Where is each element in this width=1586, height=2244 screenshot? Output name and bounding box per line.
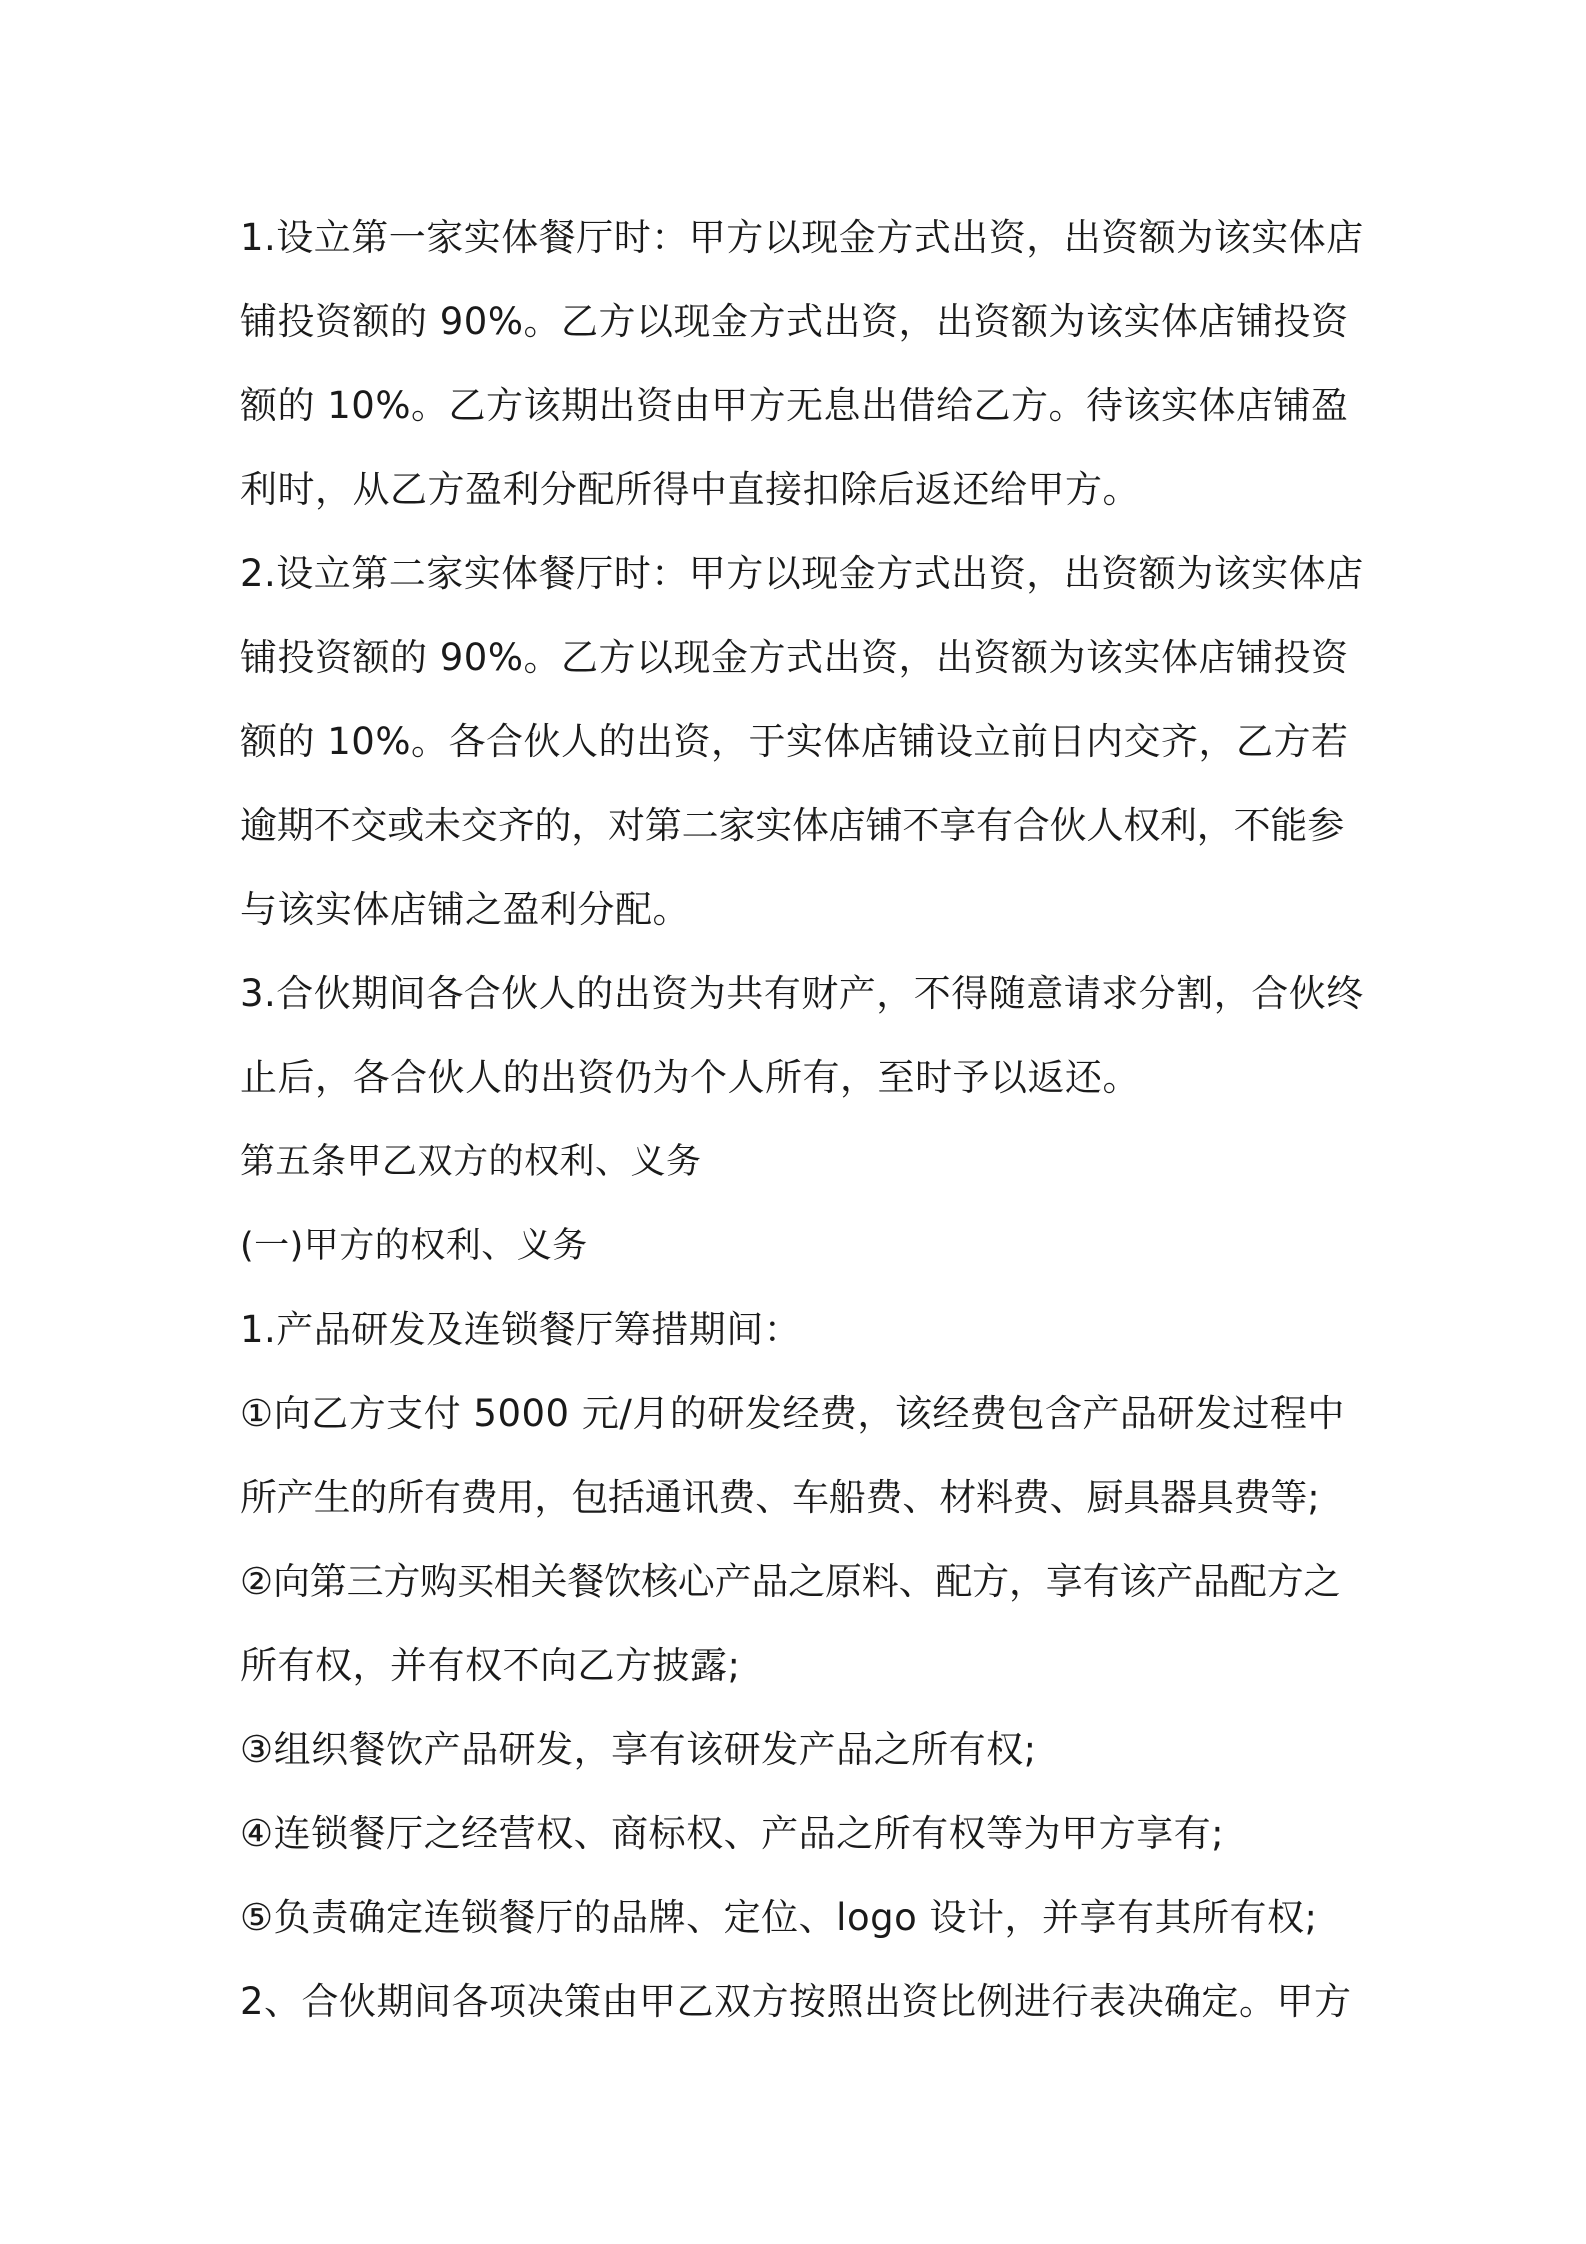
paragraph-line: 止后，各合伙人的出资仍为个人所有，至时予以返还。 — [240, 1056, 1140, 1099]
paragraph-line: 2.设立第二家实体餐厅时：甲方以现金方式出资，出资额为该实体店 — [240, 552, 1364, 595]
list-item-line: ①向乙方支付 5000 元/月的研发经费，该经费包含产品研发过程中 — [240, 1392, 1345, 1435]
document-body — [240, 196, 1364, 2044]
paragraph-line: 利时，从乙方盈利分配所得中直接扣除后返还给甲方。 — [240, 468, 1140, 511]
paragraph-line: 1.设立第一家实体餐厅时：甲方以现金方式出资，出资额为该实体店 — [240, 216, 1364, 259]
list-item-line: ②向第三方购买相关餐饮核心产品之原料、配方，享有该产品配方之 — [240, 1560, 1341, 1603]
subsection-heading: (一)甲方的权利、义务 — [240, 1226, 588, 1266]
paragraph-line: 额的 10%。各合伙人的出资，于实体店铺设立前日内交齐，乙方若 — [240, 720, 1349, 763]
list-item-line: ④连锁餐厅之经营权、商标权、产品之所有权等为甲方享有; — [240, 1812, 1225, 1855]
paragraph-line: 铺投资额的 90%。乙方以现金方式出资，出资额为该实体店铺投资 — [240, 300, 1349, 343]
list-item-line: ⑤负责确定连锁餐厅的品牌、定位、logo 设计，并享有其所有权; — [240, 1896, 1318, 1939]
paragraph-line: 2、合伙期间各项决策由甲乙双方按照出资比例进行表决确定。甲方 — [240, 1980, 1352, 2023]
paragraph-line: 1.产品研发及连锁餐厅筹措期间： — [240, 1308, 802, 1351]
list-item-line: 所产生的所有费用，包括通讯费、车船费、材料费、厨具器具费等; — [240, 1476, 1320, 1519]
list-item-line: 所有权，并有权不向乙方披露; — [240, 1644, 741, 1687]
paragraph-line: 与该实体店铺之盈利分配。 — [240, 888, 690, 931]
section-heading: 第五条甲乙双方的权利、义务 — [240, 1142, 702, 1182]
paragraph-line: 逾期不交或未交齐的，对第二家实体店铺不享有合伙人权利，不能参 — [240, 804, 1344, 847]
list-item-line: ③组织餐饮产品研发，享有该研发产品之所有权; — [240, 1728, 1037, 1771]
paragraph-line: 铺投资额的 90%。乙方以现金方式出资，出资额为该实体店铺投资 — [240, 636, 1349, 679]
paragraph-line: 3.合伙期间各合伙人的出资为共有财产，不得随意请求分割，合伙终 — [240, 972, 1364, 1015]
paragraph-line: 额的 10%。乙方该期出资由甲方无息出借给乙方。待该实体店铺盈 — [240, 384, 1349, 427]
